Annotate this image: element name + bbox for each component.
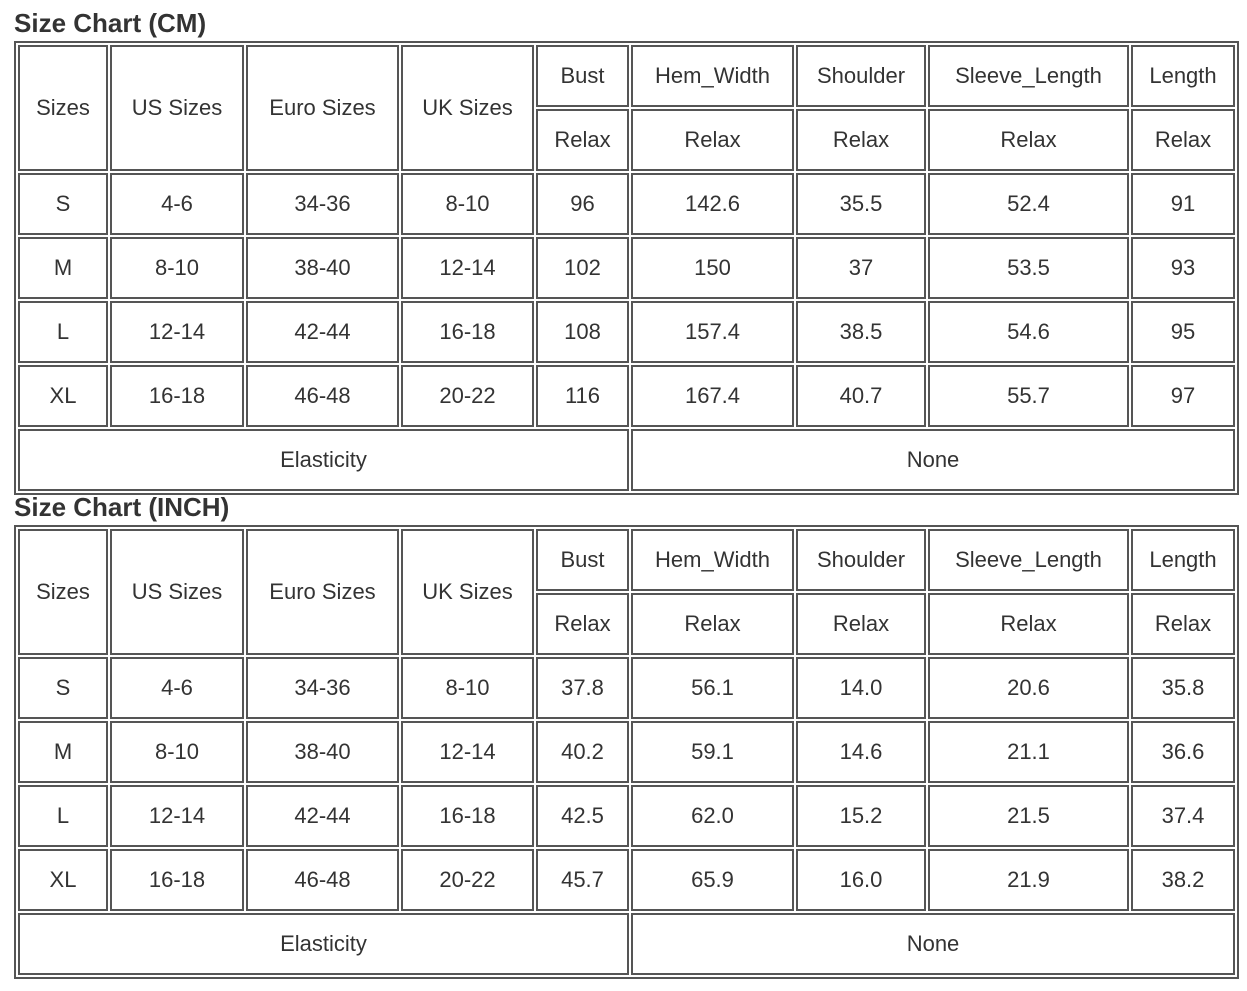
sub-header: Relax	[796, 109, 926, 171]
column-header: Sizes	[18, 45, 108, 171]
size-chart-inch-table	[14, 525, 1239, 979]
table-cell: 20.6	[928, 657, 1129, 719]
table-cell: XL	[18, 365, 108, 427]
measure-header: Sleeve_Length	[928, 45, 1129, 107]
table-cell: 53.5	[928, 237, 1129, 299]
table-cell: 14.6	[796, 721, 926, 783]
sub-header: Relax	[631, 593, 794, 655]
elasticity-value: None	[631, 913, 1235, 975]
measure-header: Shoulder	[796, 529, 926, 591]
table-row	[18, 365, 1235, 427]
measure-header: Sleeve_Length	[928, 529, 1129, 591]
table-cell: 150	[631, 237, 794, 299]
measure-header: Hem_Width	[631, 45, 794, 107]
table-cell: 42-44	[246, 301, 399, 363]
table-cell: 38-40	[246, 721, 399, 783]
table-cell: 62.0	[631, 785, 794, 847]
measure-header: Bust	[536, 529, 629, 591]
table-cell: 97	[1131, 365, 1235, 427]
table-cell: 56.1	[631, 657, 794, 719]
table-cell: 37.8	[536, 657, 629, 719]
table-cell: 16-18	[401, 301, 534, 363]
measure-header: Shoulder	[796, 45, 926, 107]
table-cell: 8-10	[110, 237, 244, 299]
table-cell: 116	[536, 365, 629, 427]
table-cell: 36.6	[1131, 721, 1235, 783]
sub-header: Relax	[1131, 593, 1235, 655]
table-cell: 55.7	[928, 365, 1129, 427]
sub-header: Relax	[536, 109, 629, 171]
table-cell: 59.1	[631, 721, 794, 783]
table-cell: 93	[1131, 237, 1235, 299]
table-cell: 34-36	[246, 657, 399, 719]
sub-header: Relax	[796, 593, 926, 655]
table-cell: 96	[536, 173, 629, 235]
table-cell: 42.5	[536, 785, 629, 847]
measure-header: Length	[1131, 529, 1235, 591]
table-cell: 21.5	[928, 785, 1129, 847]
size-chart-cm-table	[14, 41, 1239, 495]
table-cell: 38-40	[246, 237, 399, 299]
sub-header: Relax	[928, 593, 1129, 655]
table-cell: 21.1	[928, 721, 1129, 783]
measure-header: Bust	[536, 45, 629, 107]
table-cell: 108	[536, 301, 629, 363]
sub-header: Relax	[928, 109, 1129, 171]
elasticity-row	[18, 429, 1235, 491]
table-cell: 12-14	[401, 237, 534, 299]
table-cell: 16.0	[796, 849, 926, 911]
table-cell: 8-10	[401, 657, 534, 719]
table-cell: 34-36	[246, 173, 399, 235]
table-row	[18, 785, 1235, 847]
sub-header: Relax	[536, 593, 629, 655]
column-header: Euro Sizes	[246, 529, 399, 655]
column-header: UK Sizes	[401, 45, 534, 171]
table-cell: L	[18, 785, 108, 847]
table-cell: 40.7	[796, 365, 926, 427]
measure-header: Length	[1131, 45, 1235, 107]
table-cell: 102	[536, 237, 629, 299]
column-header: US Sizes	[110, 529, 244, 655]
column-header: US Sizes	[110, 45, 244, 171]
table-cell: 46-48	[246, 849, 399, 911]
elasticity-value: None	[631, 429, 1235, 491]
table-cell: 20-22	[401, 849, 534, 911]
table-cell: 95	[1131, 301, 1235, 363]
table-cell: 20-22	[401, 365, 534, 427]
elasticity-label: Elasticity	[18, 913, 629, 975]
header-row	[18, 529, 1235, 591]
table-cell: 8-10	[401, 173, 534, 235]
table-cell: XL	[18, 849, 108, 911]
table-cell: 45.7	[536, 849, 629, 911]
table-cell: 38.2	[1131, 849, 1235, 911]
table-cell: 12-14	[110, 785, 244, 847]
column-header: UK Sizes	[401, 529, 534, 655]
table-cell: S	[18, 657, 108, 719]
table-cell: 14.0	[796, 657, 926, 719]
table-cell: 38.5	[796, 301, 926, 363]
table-cell: 16-18	[110, 365, 244, 427]
table-cell: 21.9	[928, 849, 1129, 911]
table-cell: 91	[1131, 173, 1235, 235]
table-cell: 142.6	[631, 173, 794, 235]
table-row	[18, 721, 1235, 783]
size-chart-inch-title: Size Chart (INCH)	[14, 492, 230, 522]
elasticity-label: Elasticity	[18, 429, 629, 491]
table-cell: 16-18	[110, 849, 244, 911]
table-cell: 16-18	[401, 785, 534, 847]
table-cell: 12-14	[110, 301, 244, 363]
table-cell: 35.5	[796, 173, 926, 235]
table-row	[18, 237, 1235, 299]
table-cell: 37.4	[1131, 785, 1235, 847]
table-cell: 4-6	[110, 657, 244, 719]
table-cell: 35.8	[1131, 657, 1235, 719]
table-row	[18, 657, 1235, 719]
table-cell: 4-6	[110, 173, 244, 235]
table-cell: L	[18, 301, 108, 363]
table-cell: S	[18, 173, 108, 235]
column-header: Euro Sizes	[246, 45, 399, 171]
sub-header: Relax	[1131, 109, 1235, 171]
table-row	[18, 849, 1235, 911]
table-cell: M	[18, 237, 108, 299]
table-cell: 42-44	[246, 785, 399, 847]
table-cell: 46-48	[246, 365, 399, 427]
table-row	[18, 301, 1235, 363]
table-cell: 167.4	[631, 365, 794, 427]
table-cell: 40.2	[536, 721, 629, 783]
table-row	[18, 173, 1235, 235]
header-row	[18, 45, 1235, 107]
table-cell: 54.6	[928, 301, 1129, 363]
elasticity-row	[18, 913, 1235, 975]
table-cell: M	[18, 721, 108, 783]
size-chart-cm-title: Size Chart (CM)	[14, 8, 207, 38]
table-cell: 15.2	[796, 785, 926, 847]
measure-header: Hem_Width	[631, 529, 794, 591]
table-cell: 52.4	[928, 173, 1129, 235]
table-cell: 37	[796, 237, 926, 299]
sub-header: Relax	[631, 109, 794, 171]
table-cell: 65.9	[631, 849, 794, 911]
table-cell: 8-10	[110, 721, 244, 783]
table-cell: 12-14	[401, 721, 534, 783]
table-cell: 157.4	[631, 301, 794, 363]
column-header: Sizes	[18, 529, 108, 655]
